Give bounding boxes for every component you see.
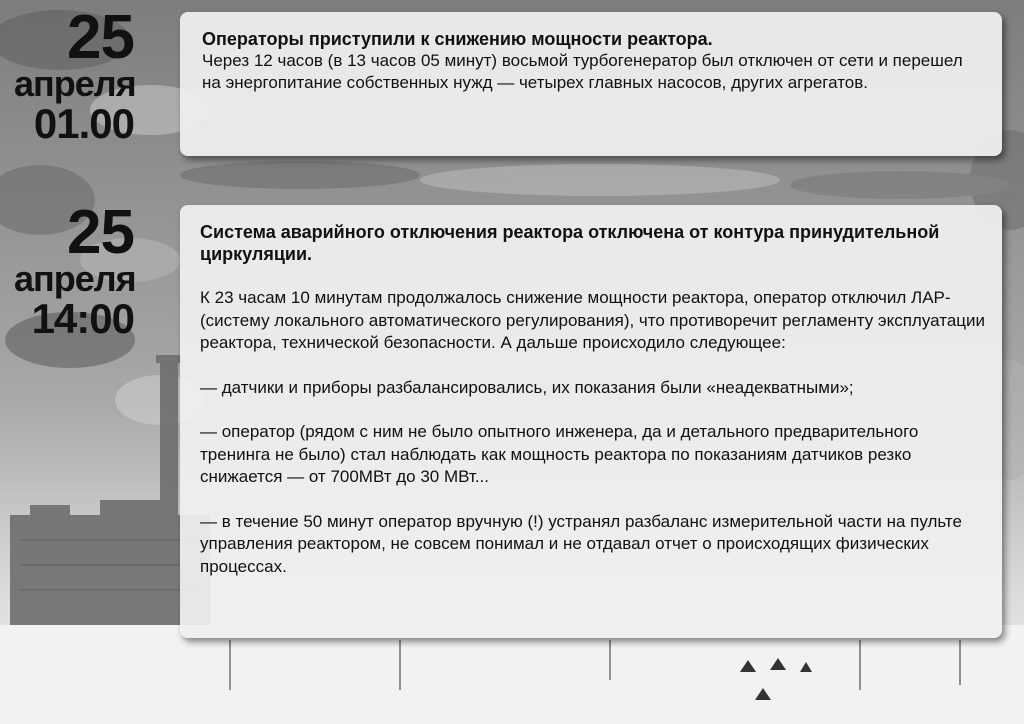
entry-paragraph: — оператор (рядом с ним не было опытного инженера, да и детального предварительного тренинга не было) стал наблюдать как мощность реактора по показаниям датчиков резко снижается — от 700МВт до 30 МВт... [200, 422, 919, 486]
date-block-1 [14, 3, 136, 147]
entry-title: Операторы приступили к снижению мощности реактора. [202, 29, 713, 49]
date-block-2 [14, 198, 136, 342]
date-day: 25 [67, 3, 134, 72]
date-day: 25 [67, 198, 134, 267]
date-time: 01.00 [33, 100, 134, 147]
entry-body: Через 12 часов (в 13 часов 05 минут) восьмой турбогенератор был отключен от сети и перешел на энергопитание собственных нужд — четырех главных насосов, других агрегатов. [202, 51, 963, 92]
date-month: апреля [14, 63, 136, 104]
date-month: апреля [14, 258, 136, 299]
entry-paragraph: — датчики и приборы разбалансировались, их показания были «неадекватными»; [200, 377, 854, 397]
entry-card-2 [180, 205, 1002, 638]
entry-paragraph: К 23 часам 10 минутам продолжалось снижение мощности реактора, оператор отключил ЛАР-(систему локального автоматического регулирования), что противоречит регламенту эксплуатации реактора, технической безопасности. А дальше происходило следующее: [200, 288, 986, 352]
entry-title: Система аварийного отключения реактора отключена от контура принудительной циркуляции. [200, 222, 940, 264]
entry-card-1 [180, 12, 1002, 156]
entry-paragraph: — в течение 50 минут оператор вручную (!) устранял разбаланс измерительной части на пульте управления реактором, не совсем понимал и не отдавал отчет о происходящих физических процессах. [200, 511, 962, 576]
date-time: 14:00 [31, 295, 134, 342]
